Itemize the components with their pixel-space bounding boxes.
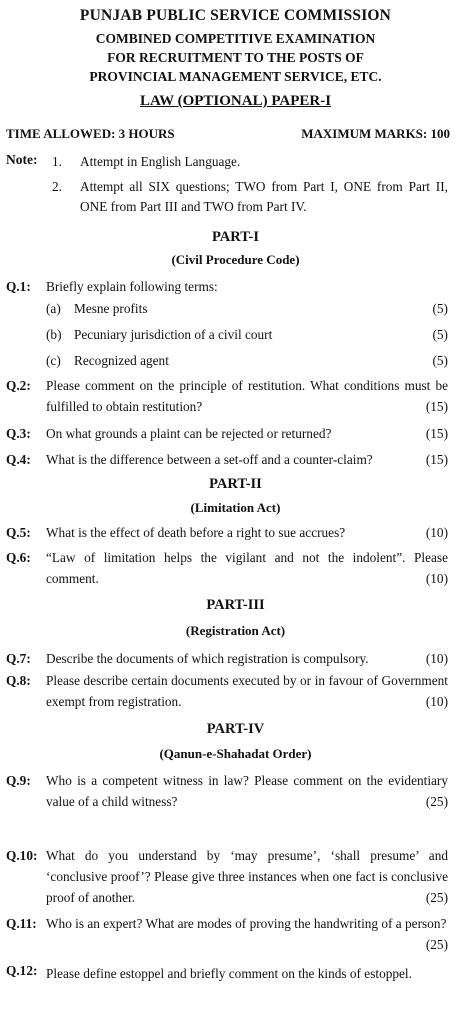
maximum-marks: MAXIMUM MARKS: 100 <box>301 126 450 141</box>
question-12: Q.12: Please define estoppel and briefly comment on the kinds of estoppel. <box>6 963 412 981</box>
part-subtitle: (Civil Procedure Code) <box>171 252 300 267</box>
part-title: PART-II <box>209 476 262 492</box>
question-5: Q.5: What is the effect of death before a right to sue accrues? (10) <box>6 525 448 540</box>
question-4: Q.4: What is the difference between a set-off and a counter-claim? (15) <box>6 452 448 467</box>
question-1-item: (b) Pecuniary jurisdiction of a civil court (5) <box>46 327 448 342</box>
note-item: 1. Attempt in English Language. <box>52 154 241 169</box>
question-1-item: (a) Mesne profits (5) <box>46 301 448 316</box>
question-9: Q.9: Who is a competent witness in law? Please comment on the evidentiary value of a child witness? (25) <box>6 773 448 809</box>
part-subtitle: (Limitation Act) <box>190 500 281 515</box>
exam-title: COMBINED COMPETITIVE EXAMINATION <box>95 31 376 46</box>
part-title: PART-I <box>211 229 260 245</box>
question-11: Q.11: Who is an expert? What are modes of proving the handwriting of a person? (25) <box>6 916 448 952</box>
exam-meta <box>6 126 450 142</box>
recruitment-line: FOR RECRUITMENT TO THE POSTS OF <box>107 50 364 65</box>
question-7: Q.7: Describe the documents of which registration is compulsory. (10) <box>6 651 448 666</box>
part-title: PART-III <box>206 597 265 613</box>
question-6: Q.6: “Law of limitation helps the vigilant and not the indolent”. Please comment. (10) <box>6 550 448 586</box>
note-label: Note: <box>6 152 38 167</box>
question-3: Q.3: On what grounds a plaint can be rejected or returned? (15) <box>6 426 448 441</box>
service-line: PROVINCIAL MANAGEMENT SERVICE, ETC. <box>89 69 382 84</box>
question-8: Q.8: Please describe certain documents executed by or in favour of Government exempt from registration. (10) <box>6 673 448 709</box>
paper-title: LAW (OPTIONAL) PAPER-I <box>139 93 332 109</box>
part-subtitle: (Qanun-e-Shahadat Order) <box>159 746 312 761</box>
part-subtitle: (Registration Act) <box>185 623 286 638</box>
commission-title: PUNJAB PUBLIC SERVICE COMMISSION <box>79 7 392 24</box>
time-allowed: TIME ALLOWED: 3 HOURS <box>6 126 175 141</box>
note-item: 2. Attempt all SIX questions; TWO from Part I, ONE from Part II, ONE from Part III and TWO from Part IV. <box>52 179 448 214</box>
question-1: Q.1: Briefly explain following terms: <box>6 279 218 294</box>
part-title: PART-IV <box>206 721 265 737</box>
question-2: Q.2: Please comment on the principle of restitution. What conditions must be fulfilled to obtain restitution? (15) <box>6 378 448 414</box>
question-1-item: (c) Recognized agent (5) <box>46 353 448 368</box>
question-10: Q.10: What do you understand by ‘may presume’, ‘shall presume’ and ‘conclusive proof’? Please give three instances when one fact is conclusive proof of another. (25) <box>6 848 448 905</box>
